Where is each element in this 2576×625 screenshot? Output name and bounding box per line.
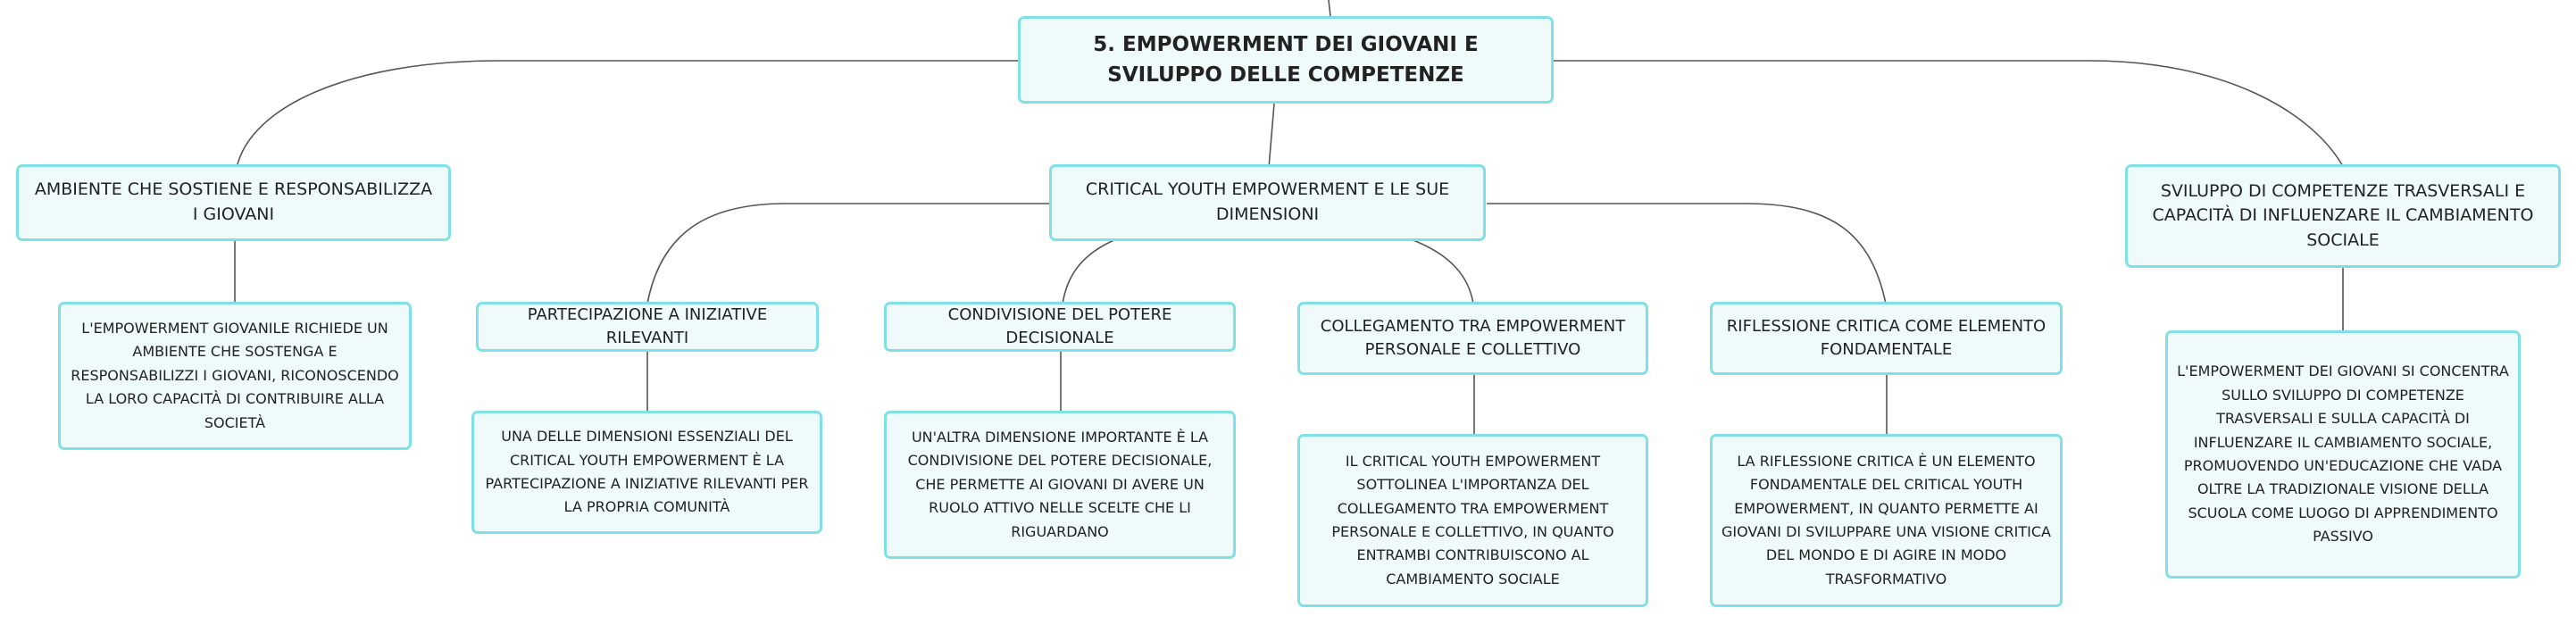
- connector-root-parent: [1329, 0, 1330, 16]
- detail-collegamento: IL CRITICAL YOUTH EMPOWERMENT SOTTOLINEA L'IMPORTANZA DEL COLLEGAMENTO TRA EMPOWERMENT PERSONALE E COLLETTIVO, IN QUANTO ENTRAMBI CONTRIBUISCONO AL CAMBIAMENTO SOCIALE: [1297, 434, 1648, 607]
- branch-sviluppo-competenze: SVILUPPO DI COMPETENZE TRASVERSALI E CAPACITÀ DI INFLUENZARE IL CAMBIAMENTO SOCIALE: [2125, 164, 2561, 268]
- branch-ambiente: AMBIENTE CHE SOSTIENE E RESPONSABILIZZA I GIOVANI: [16, 164, 451, 241]
- connector-root-to-ambiente: [237, 61, 1018, 168]
- connector-critical-to-riflessione: [1487, 204, 1886, 304]
- root-node: 5. EMPOWERMENT DEI GIOVANI E SVILUPPO DELLE COMPETENZE: [1018, 16, 1554, 104]
- detail-condivisione: UN'ALTRA DIMENSIONE IMPORTANTE È LA CONDIVISIONE DEL POTERE DECISIONALE, CHE PERMETTE AI GIOVANI DI AVERE UN RUOLO ATTIVO NELLE SCELTE CHE LI RIGUARDANO: [884, 411, 1236, 559]
- connector-critical-to-condivisione: [1063, 239, 1116, 304]
- connector-critical-to-partecipazione: [647, 204, 1052, 304]
- sub-condivisione: CONDIVISIONE DEL POTERE DECISIONALE: [884, 302, 1236, 352]
- connector-root-to-sviluppo: [1554, 61, 2344, 168]
- sub-riflessione: RIFLESSIONE CRITICA COME ELEMENTO FONDAMENTALE: [1710, 302, 2063, 375]
- detail-partecipazione: UNA DELLE DIMENSIONI ESSENZIALI DEL CRITICAL YOUTH EMPOWERMENT È LA PARTECIPAZIONE A INIZIATIVE RILEVANTI PER LA PROPRIA COMUNITÀ: [471, 411, 822, 534]
- sub-collegamento: COLLEGAMENTO TRA EMPOWERMENT PERSONALE E COLLETTIVO: [1297, 302, 1648, 375]
- detail-sviluppo-competenze: L'EMPOWERMENT DEI GIOVANI SI CONCENTRA SULLO SVILUPPO DI COMPETENZE TRASVERSALI E SULLA CAPACITÀ DI INFLUENZARE IL CAMBIAMENTO SOCIALE, PROMUOVENDO UN'EDUCAZIONE CHE VADA OLTRE LA TRADIZIONALE VISIONE DELLA SCUOLA COME LUOGO DI APPRENDIMENTO PASSIVO: [2165, 330, 2521, 579]
- detail-ambiente: L'EMPOWERMENT GIOVANILE RICHIEDE UN AMBIENTE CHE SOSTENGA E RESPONSABILIZZI I GIOVANI, RICONOSCENDO LA LORO CAPACITÀ DI CONTRIBUIRE ALLA SOCIETÀ: [58, 302, 412, 450]
- detail-riflessione: LA RIFLESSIONE CRITICA È UN ELEMENTO FONDAMENTALE DEL CRITICAL YOUTH EMPOWERMENT, IN QUANTO PERMETTE AI GIOVANI DI SVILUPPARE UNA VISIONE CRITICA DEL MONDO E DI AGIRE IN MODO TRASFORMATIVO: [1710, 434, 2063, 607]
- sub-partecipazione: PARTECIPAZIONE A INIZIATIVE RILEVANTI: [476, 302, 819, 352]
- connector-critical-to-collegamento: [1411, 239, 1473, 304]
- branch-critical-youth-empowerment: CRITICAL YOUTH EMPOWERMENT E LE SUE DIMENSIONI: [1049, 164, 1486, 241]
- connector-root-to-critical: [1269, 104, 1274, 168]
